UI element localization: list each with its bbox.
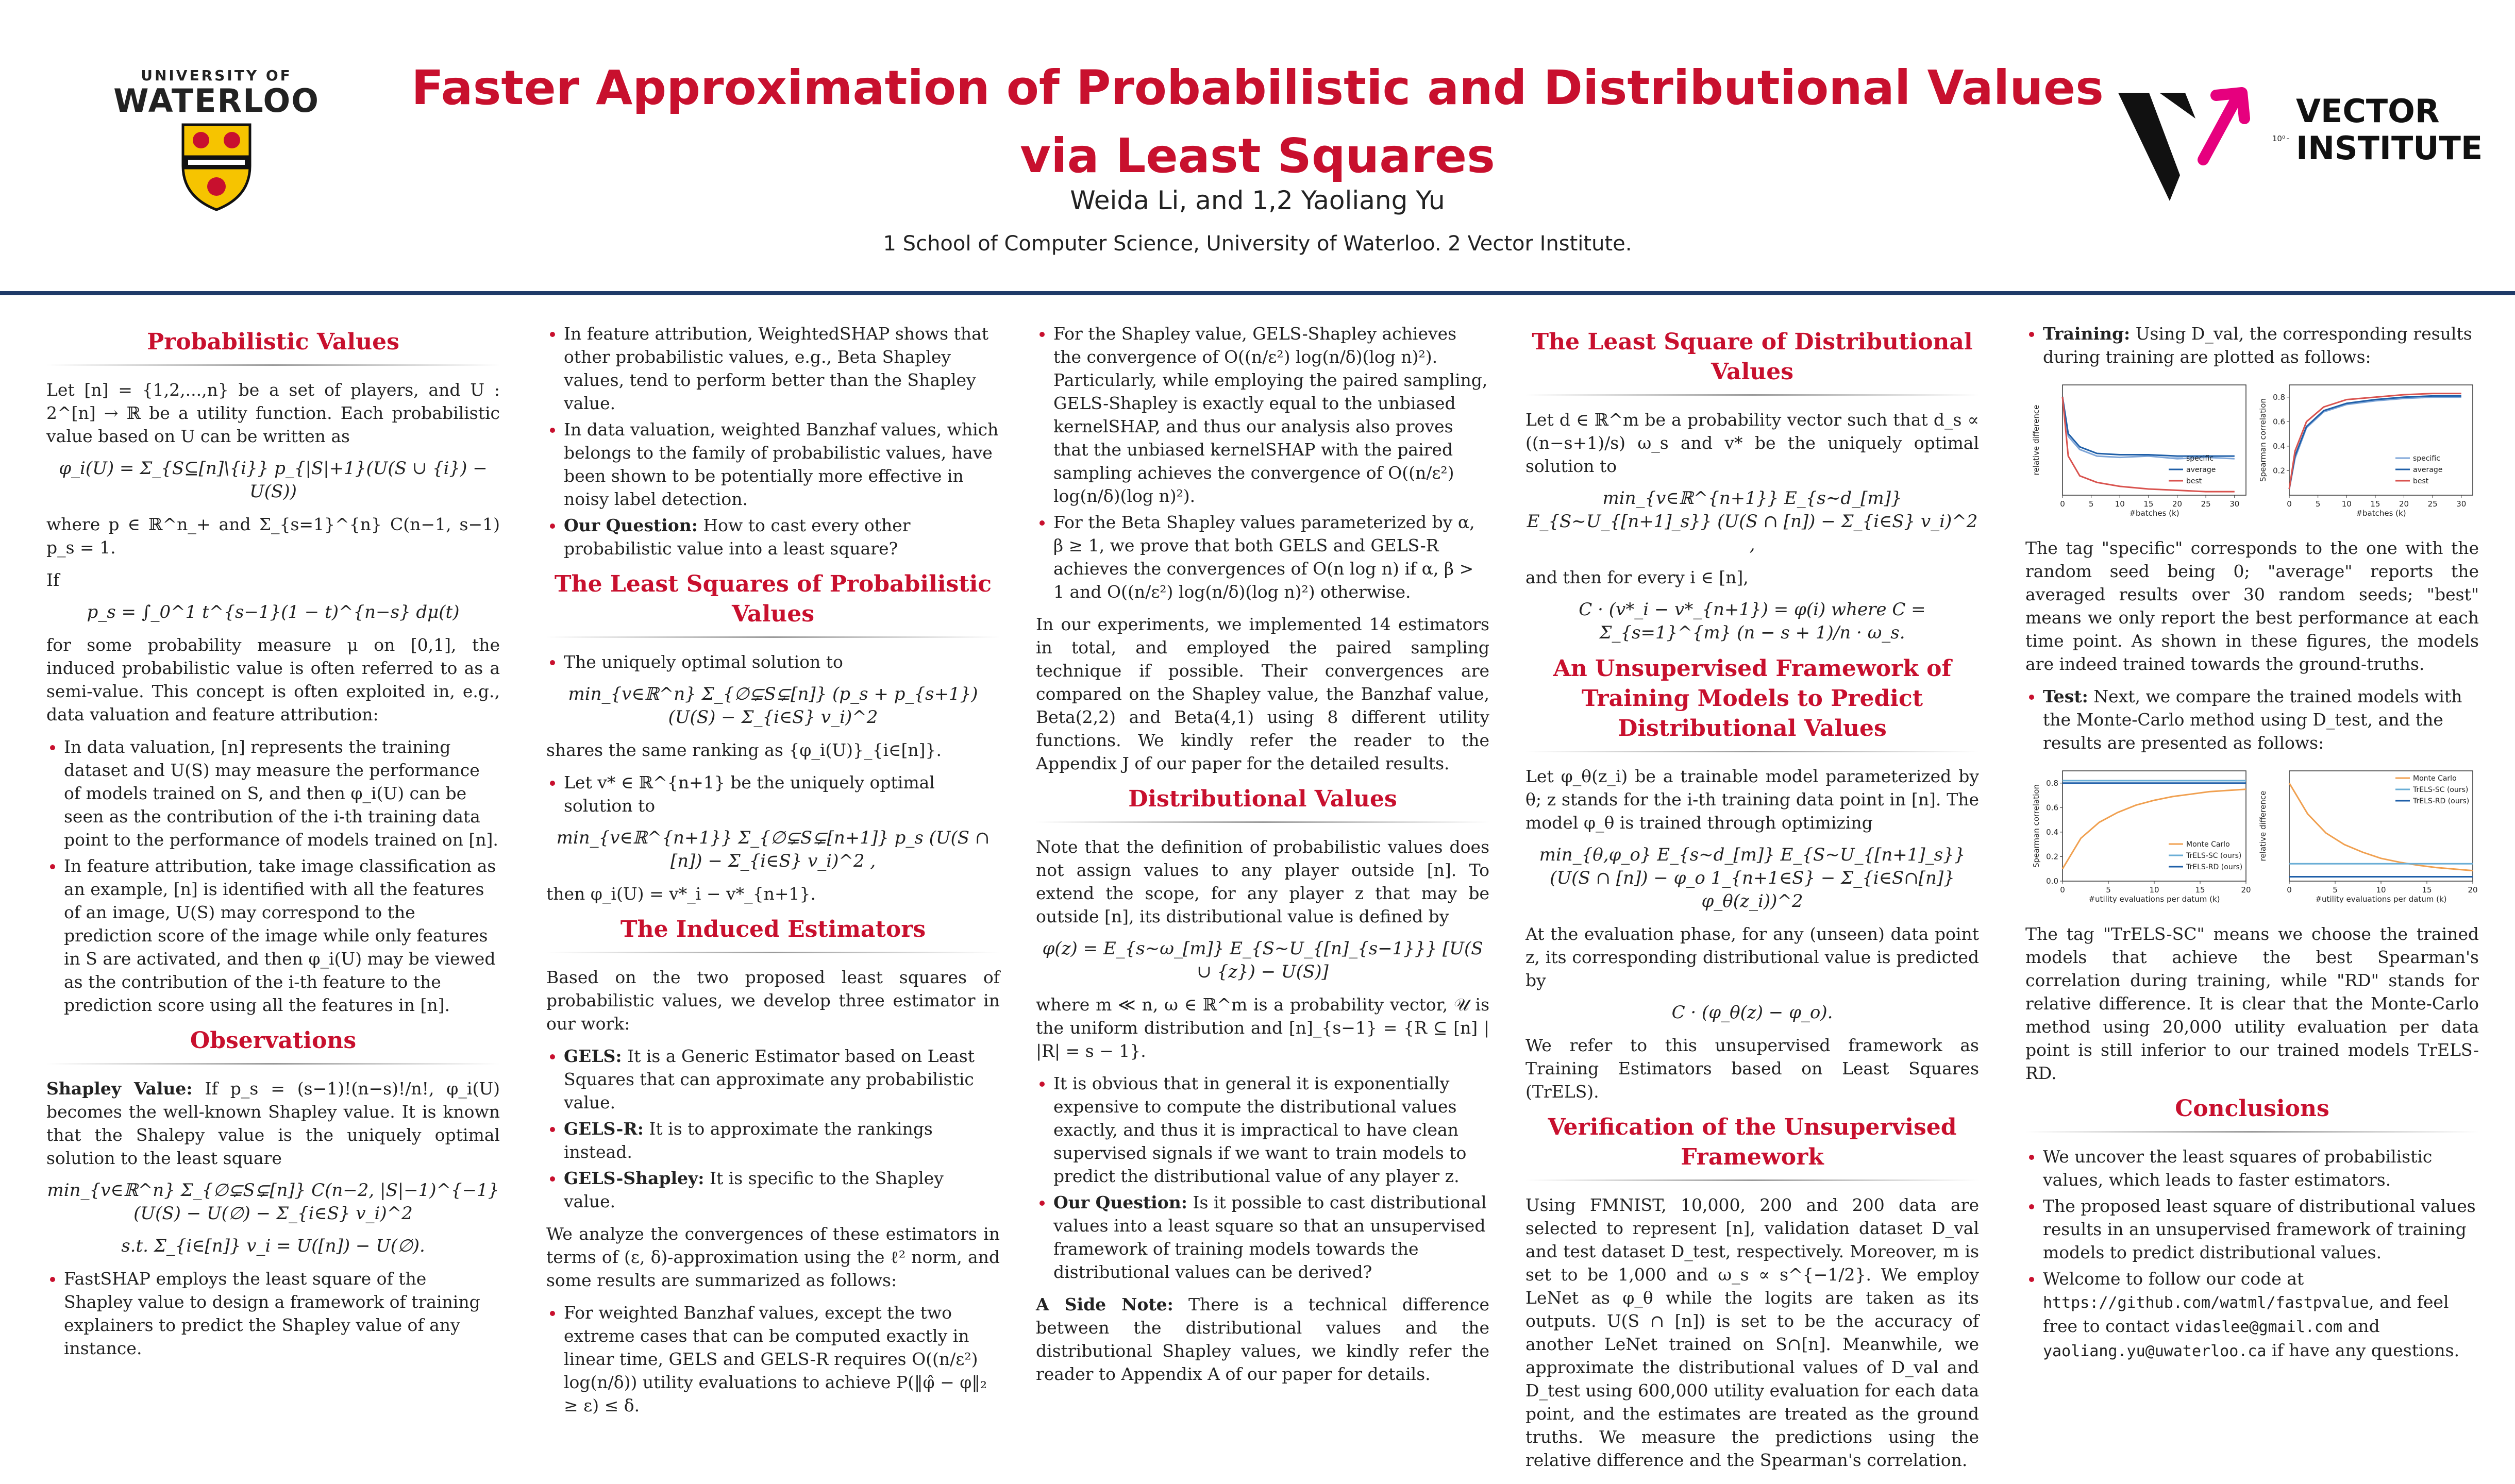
y-tick-label: 0.8 (2273, 392, 2285, 402)
equation: φ(z) = E_{s∼ω_[m]} E_{S∼U_{[n]_{s−1}}} [U(S ∪ {z}) − U(S)] (1042, 938, 1483, 982)
equation: φ_i(U) = Σ_{S⊆[n]\{i}} p_{|S|+1}(U(S ∪ {i}) − U(S)) (59, 458, 488, 502)
bullet-list (546, 650, 1000, 673)
training-figures (2031, 378, 2479, 527)
x-tick-label: 15 (2422, 885, 2432, 895)
x-tick-label: 25 (2427, 499, 2438, 509)
paragraph: We analyze the convergences of these estimators in terms of (ε, δ)-approximation using the ℓ² norm, and some results are summarized as follows: (546, 1224, 1000, 1290)
paragraph: At the evaluation phase, for any (unseen) data point z, its corresponding distributional value is predicted by (1525, 924, 1979, 990)
column-2 (546, 322, 1000, 1426)
y-tick-label: 0.2 (2046, 852, 2058, 862)
equation: C · (v*_i − v*_{n+1}) = φ(i) where C = Σ_{s=1}^{m} (n − s + 1)/n · ω_s. (1579, 599, 1926, 643)
section-rule (546, 636, 1000, 638)
plot-frame (2289, 385, 2473, 495)
x-tick-label: 15 (2195, 885, 2205, 895)
paragraph: The tag "TrELS-SC" means we choose the trained models that achieve the best Spearman's correlation during training, while "RD" stands for relative difference. It is clear that the Monte-Carlo method using 20,000 utility evaluation per data point is still inferior to our trained models TrELS-RD. (2025, 924, 2479, 1083)
equation: min_{v∈ℝ^{n+1}} E_{s∼d_[m]} E_{S∼U_{[n+1]_s}} (U(S ∩ [n]) − Σ_{i∈S} v_i)^2 , (1527, 488, 1978, 555)
x-tick-label: 10 (2341, 499, 2352, 509)
list-item (1053, 1191, 1489, 1284)
bold-label: Our Question: (564, 515, 698, 535)
paragraph (1036, 1293, 1489, 1386)
column-3 (1036, 322, 1489, 1395)
section-title-conclusions: Conclusions (2175, 1095, 2329, 1122)
x-tick-label: 20 (2241, 885, 2251, 895)
x-tick-label: 20 (2468, 885, 2478, 895)
x-tick-label: 0 (2287, 499, 2292, 509)
equation: min_{v∈ℝ^{n+1}} Σ_{∅⊊S⊊[n+1]} p_s (U(S ∩ [n]) − Σ_{i∈S} v_i)^2 , (556, 828, 990, 871)
paragraph: In our experiments, we implemented 14 estimators in total, and employed the paired sampling technique if possible. Their convergences are compared on the Shapley value, the Banzhaf value, Beta(2,2) and Beta(4,1) using 8 different utility functions. We kindly refer the reader to the Appendix J of our paper for the detailed results. (1036, 614, 1489, 773)
y-tick-label: 0.2 (2273, 466, 2285, 476)
list-item (2043, 322, 2479, 368)
bold-label: GELS-Shapley: (564, 1168, 705, 1188)
bullet-list (46, 735, 500, 1017)
section-rule (1525, 394, 1979, 396)
paragraph: The tag "specific" corresponds to the one with the random seed being 0; "average" reports the averaged results over 30 random seeds; "best" means we only report the best performance at each time point. As shown in these figures, the models are indeed trained towards the ground-truths. (2025, 538, 2479, 674)
x-tick-label: 15 (2143, 499, 2154, 509)
legend-label: TrELS-SC (ours) (2413, 786, 2469, 794)
bullet-list (546, 1301, 1000, 1417)
section-rule (1036, 821, 1489, 823)
legend-label: average (2186, 466, 2216, 474)
list-item (2043, 1267, 2479, 1363)
legend-label: TrELS-SC (ours) (2186, 852, 2242, 860)
paragraph: and then for every i ∈ [n], (1525, 567, 1749, 587)
equation: min_{v∈ℝ^n} Σ_{∅⊊S⊊[n]} C(n−2, |S|−1)^{−1} (U(S) − U(∅) − Σ_{i∈S} v_i)^2 (47, 1180, 499, 1224)
bold-label: A Side Note: (1036, 1294, 1173, 1314)
paragraph: Let [n] = {1,2,...,n} be a set of players, and U : 2^[n] → ℝ be a utility function. Each probabilistic value based on U can be written as (46, 380, 500, 446)
title-line-1: Faster Approximation of Probabilistic and Distributional Values (411, 60, 2104, 115)
section-title-least-squares-probabilistic: The Least Squares of Probabilistic Values (554, 571, 992, 627)
section-title-verification: Verification of the Unsupervised Framework (1548, 1114, 1957, 1170)
equation: min_{v∈ℝ^n} Σ_{∅⊊S⊊[n]} (p_s + p_{s+1}) (U(S) − Σ_{i∈S} v_i)^2 (568, 684, 978, 728)
section-rule (1525, 751, 1979, 752)
x-tick-label: 5 (2333, 885, 2338, 895)
x-tick-label: 30 (2229, 499, 2240, 509)
list-item-text: , and feel free to contact (2043, 1292, 2449, 1336)
equation: p_s = ∫_0^1 t^{s−1}(1 − t)^{n−s} dμ(t) (87, 602, 460, 622)
poster-header (0, 0, 2515, 289)
list-item-text: Is it possible to cast distributional values into a least square so that an unsupervised framework of training models towards the distributional values can be derived? (1053, 1192, 1487, 1282)
list-item-text: Welcome to follow our code at (2043, 1269, 2304, 1289)
bold-label: GELS: (564, 1046, 622, 1066)
title-line-2: via Least Squares (1020, 128, 1495, 183)
list-item (2043, 685, 2479, 754)
bold-label: GELS-R: (564, 1119, 644, 1139)
paragraph-text: There is a technical difference between the distributional values and the distributional Shapley values, we kindly refer the reader to Appendix A of our paper for details. (1036, 1294, 1489, 1384)
y-axis-label: Spearman correlation (2032, 784, 2041, 868)
chart-test-spearman (2031, 764, 2252, 913)
legend-label: average (2413, 466, 2443, 474)
legend-label: Monte Carlo (2413, 774, 2457, 783)
section-rule (546, 952, 1000, 953)
vector-line-2: INSTITUTE (2296, 129, 2483, 167)
legend-label: specific (2413, 454, 2440, 463)
email-link[interactable]: vidaslee@gmail.com (2174, 1318, 2343, 1336)
y-tick-label: 0.4 (2046, 827, 2058, 837)
section-title-unsupervised-framework: An Unsupervised Framework of Training Models to Predict Distributional Values (1553, 655, 1952, 741)
list-item: • In feature attribution, WeightedSHAP shows that other probabilistic values, e.g., Beta Shapley values, tend to perform better than the Shapley value. (564, 322, 1000, 415)
x-tick-label: 15 (2370, 499, 2380, 509)
list-item-text: It is specific to the Shapley value. (564, 1168, 944, 1211)
vector-logo-icon (2118, 82, 2288, 206)
list-item-text: Using D_val, the corresponding results during training are plotted as follows: (2043, 324, 2472, 367)
y-tick-label: 0.4 (2273, 441, 2285, 451)
paragraph: Based on the two proposed least squares of probabilistic values, we develop three estimator in our work: (546, 967, 1000, 1034)
paragraph: then φ_i(U) = v*_i − v*_{n+1}. (546, 884, 816, 904)
x-tick-label: 10 (2115, 499, 2125, 509)
list-item: • Let v* ∈ ℝ^{n+1} be the uniquely optimal solution to (564, 771, 1000, 817)
equation: C · (φ_θ(z) − φ_o). (1671, 1002, 1833, 1023)
x-tick-label: 10 (2376, 885, 2386, 895)
email-link[interactable]: yaoliang.yu@uwaterloo.ca (2043, 1342, 2267, 1360)
list-item-text: It is a Generic Estimator based on Least Squares that can approximate any probabilistic value. (564, 1046, 975, 1112)
vector-line-1: VECTOR (2296, 92, 2440, 130)
plot-frame (2063, 385, 2246, 495)
bullet-list (46, 1267, 500, 1360)
list-item: • For the Beta Shapley values parameterized by α, β ≥ 1, we prove that both GELS and GELS-R achieves the convergences of O(n log n) if α, β > 1 and O((n/ε²) log(n/δ)(log n)²) otherwise. (1053, 511, 1489, 603)
bold-label: Our Question: (1053, 1192, 1187, 1212)
column-4 (1525, 322, 1979, 1481)
x-tick-label: 20 (2399, 499, 2409, 509)
chart-training-spearman (2257, 378, 2479, 527)
bullet-list (2025, 322, 2479, 368)
list-item: • In data valuation, weighted Banzhaf values, which belongs to the family of probabilistic values, have been shown to be potentially more effective in noisy label detection. (564, 418, 1000, 511)
section-rule (2025, 1131, 2479, 1133)
x-axis-label: #utility evaluations per datum (k) (2315, 895, 2447, 904)
section-title-observations: Observations (190, 1027, 357, 1054)
y-axis-label: relative difference (2032, 404, 2041, 476)
x-tick-label: 5 (2088, 499, 2094, 509)
y-axis-label: Spearman correlation (2258, 398, 2268, 482)
bullet-list (1036, 322, 1489, 603)
affiliations: 1 School of Computer Science, University of Waterloo. 2 Vector Institute. (883, 232, 1632, 256)
vector-logo (2118, 82, 2483, 206)
list-item-text: and (2348, 1316, 2380, 1336)
y-axis-label: relative difference (2258, 790, 2268, 862)
legend-label: TrELS-RD (ours) (2186, 863, 2243, 871)
list-item: • We uncover the least squares of probabilistic values, which leads to faster estimators. (2043, 1145, 2479, 1191)
legend-label: specific (2186, 454, 2214, 463)
list-item-text: if have any questions. (2271, 1340, 2460, 1360)
bold-label: Test: (2043, 686, 2088, 706)
paragraph: If (46, 570, 60, 590)
uw-logo-line1: UNIVERSITY OF (141, 67, 292, 84)
x-tick-label: 5 (2106, 885, 2111, 895)
header-divider (0, 291, 2515, 295)
column-1 (46, 322, 500, 1369)
paragraph: where p ∈ ℝ^n_+ and Σ_{s=1}^{n} C(n−1, s−1) p_s = 1. (46, 514, 500, 558)
legend-label: Monte Carlo (2186, 840, 2230, 849)
y-tick-label: 0.6 (2046, 803, 2058, 813)
x-tick-label: 0 (2060, 885, 2065, 895)
paragraph (46, 1077, 500, 1170)
list-item: • FastSHAP employs the least square of the Shapley value to design a framework of training explainers to predict the Shapley value of any instance. (64, 1267, 500, 1360)
chart-training-relative-difference (2031, 378, 2252, 527)
authors: Weida Li, and 1,2 Yaoliang Yu (1070, 185, 1445, 215)
equation: min_{θ,φ_o} E_{s∼d_[m]} E_{S∼U_{[n+1]_s}} (U(S ∩ [n]) − φ_o 1_{n+1∈S} − Σ_{i∈S∩[n]} φ_θ(z_i))^2 (1539, 845, 1966, 912)
paragraph: Let φ_θ(z_i) be a trainable model parameterized by θ; z stands for the i-th training data point in [n]. The model φ_θ is trained through optimizing (1525, 766, 1979, 833)
list-item: • The uniquely optimal solution to (564, 650, 1000, 673)
section-rule (1525, 1179, 1979, 1181)
list-item (564, 514, 1000, 560)
x-tick-label: 0 (2287, 885, 2292, 895)
x-tick-label: 5 (2315, 499, 2321, 509)
paragraph: where m ≪ n, ω ∈ ℝ^m is a probability vector, 𝒰 is the uniform distribution and [n]_{s−1} = {R ⊆ [n] | |R| = s − 1}. (1036, 994, 1489, 1061)
vector-logo-text (2296, 93, 2483, 167)
paragraph: shares the same ranking as {φ_i(U)}_{i∈[n]}. (546, 740, 942, 760)
list-item-text: Next, we compare the trained models with the Monte-Carlo method using D_test, and the results are presented as follows: (2043, 686, 2462, 753)
list-item: • It is obvious that in general it is exponentially expensive to compute the distributional values exactly, and thus it is impractical to have clean supervised signals if we want to train models to predict the distributional value of any player z. (1053, 1072, 1489, 1188)
bullet-list (1036, 1072, 1489, 1284)
bold-label: Training: (2043, 324, 2131, 344)
x-tick-label: 0 (2060, 499, 2065, 509)
list-item: • In data valuation, [n] represents the training dataset and U(S) may measure the performance of models trained on S, and then φ_i(U) can be seen as the contribution of the i-th training data point to the performance of models trained on [n]. (64, 735, 500, 851)
uw-logo-line2: WATERLOO (113, 82, 320, 120)
x-axis-label: #batches (k) (2356, 509, 2406, 518)
section-title-probabilistic-values: Probabilistic Values (147, 329, 399, 355)
bullet-list (546, 1044, 1000, 1213)
list-item-text: It is to approximate the rankings instead. (564, 1119, 933, 1162)
paragraph: for some probability measure μ on [0,1], the induced probabilistic value is often referred to as a semi-value. This concept is often exploited in, e.g., data valuation and feature attribution: (46, 635, 500, 724)
list-item: • For weighted Banzhaf values, except the two extreme cases that can be computed exactly in linear time, GELS and GELS-R requires O((n/ε²) log(n/δ)) utility evaluations to achieve P(‖φ̂ − φ‖₂ ≥ ε) ≤ δ. (564, 1301, 1000, 1417)
bullet-list (2025, 685, 2479, 754)
list-item: • For the Shapley value, GELS-Shapley achieves the convergence of O((n/ε²) log(n/δ)(log n)²). Particularly, while employing the paired sampling, GELS-Shapley is exactly equal to the unbiased kernelSHAP, and thus our analysis also proves that the unbiased kernelSHAP with the paired sampling achieves the convergence of O((n/ε²) log(n/δ)(log n)²). (1053, 322, 1489, 508)
code-link[interactable]: https://github.com/watml/fastpvalue (2043, 1294, 2369, 1312)
x-tick-label: 30 (2456, 499, 2467, 509)
legend-label: TrELS-RD (ours) (2413, 797, 2470, 805)
section-title-induced-estimators: The Induced Estimators (620, 916, 926, 942)
list-item: • The proposed least square of distributional values results in an unsupervised framework of training models to predict distributional values. (2043, 1194, 2479, 1264)
list-item-text: How to cast every other probabilistic value into a least square? (564, 515, 911, 559)
x-tick-label: 20 (2172, 499, 2183, 509)
section-rule (46, 1063, 500, 1065)
section-rule (46, 364, 500, 366)
equation: s.t. Σ_{i∈[n]} v_i = U([n]) − U(∅). (121, 1236, 425, 1256)
paragraph: Note that the definition of probabilistic values does not assign values to any player outside [n]. To extend the scope, for any player z that may be outside [n], its distributional value is defined by (1036, 837, 1489, 926)
x-tick-label: 25 (2201, 499, 2211, 509)
list-item (564, 1044, 1000, 1114)
list-item (564, 1117, 1000, 1163)
bullet-list (2025, 1145, 2479, 1363)
section-title-distributional-values: Distributional Values (1128, 786, 1397, 812)
x-axis-label: #utility evaluations per datum (k) (2088, 895, 2220, 904)
legend-label: best (2413, 477, 2429, 485)
y-tick-label: 10⁰ (2272, 133, 2285, 143)
y-tick-label: 0.8 (2046, 778, 2058, 788)
y-tick-label: 0.6 (2273, 417, 2285, 427)
section-title-least-square-distributional: The Least Square of Distributional Values (1532, 329, 1973, 385)
list-item: • In feature attribution, take image classification as an example, [n] is identified with all the features of an image, U(S) may correspond to the prediction score of the image while only features in S are activated, and then φ_i(U) may be viewed as the contribution of the i-th feature to the prediction score using all the features in [n]. (64, 854, 500, 1017)
x-axis-label: #batches (k) (2129, 509, 2179, 518)
paragraph-text: If p_s = (s−1)!(n−s)!/n!, φ_i(U) becomes the well-known Shapley value. It is known that the Shalepy value is the uniquely optimal solution to the least square (46, 1078, 500, 1168)
paragraph: Using FMNIST, 10,000, 200 and 200 data are selected to represent [n], validation dataset D_val and test dataset D_test, respectively. Moreover, m is set to be 1,000 and ω_s ∝ s^{−1/2}. We employ LeNet as φ_θ while the logits are taken as its outputs. U(S ∩ [n]) is set to be the accuracy of another LeNet trained on S∩[n]. Meanwhile, we approximate the distributional values of D_val and D_test using 600,000 utility evaluation for each data point, and the estimates are treated as the ground truths. We measure the predictions using the relative difference and the Spearman's correlation. (1525, 1195, 1979, 1470)
paragraph: Let d ∈ ℝ^m be a probability vector such that d_s ∝ ((n−s+1)/s) ω_s and v* be the uniquely optimal solution to (1525, 410, 1979, 476)
legend-label: best (2186, 477, 2202, 485)
bullet-list (546, 771, 1000, 817)
y-tick-label: 0.0 (2046, 876, 2058, 886)
bullet-list (546, 322, 1000, 560)
x-tick-label: 10 (2149, 885, 2159, 895)
paragraph: We refer to this unsupervised framework as Training Estimators based on Least Squares (TrELS). (1525, 1035, 1979, 1102)
bold-label: Shapley Value: (46, 1078, 193, 1099)
list-item (564, 1167, 1000, 1213)
